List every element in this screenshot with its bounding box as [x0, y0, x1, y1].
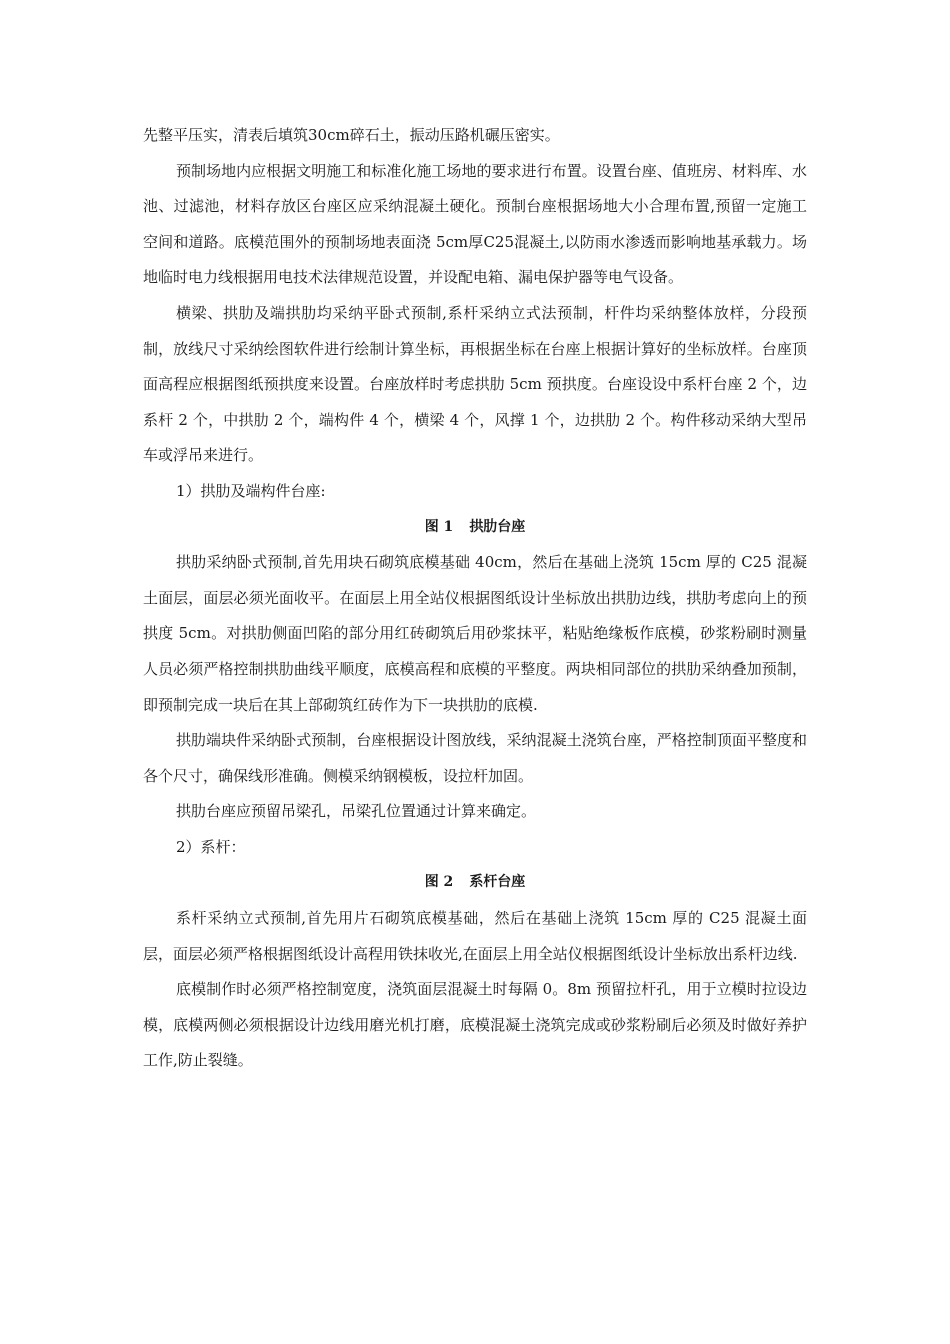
paragraph-4: 拱肋采纳卧式预制,首先用块石砌筑底模基础 40cm，然后在基础上浇筑 15cm 厚的 C25 混凝土面层，面层必须光面收平。在面层上用全站仪根据图纸设计坐标放出拱肋边线，拱肋考虑向上的预拱度 5cm。对拱肋侧面凹陷的部分用红砖砌筑后用砂浆抹平，粘贴绝缘板作底模，砂浆粉刷时测量人员必须严格控制拱肋曲线平顺度，底模高程和底模的平整度。两块相同部位的拱肋采纳叠加预制，即预制完成一块后在其上部砌筑红砖作为下一块拱肋的底模.	[143, 553, 807, 714]
section-heading-1: 1）拱肋及端构件台座:	[176, 481, 326, 500]
paragraph-7: 系杆采纳立式预制,首先用片石砌筑底模基础，然后在基础上浇筑 15cm 厚的 C25 混凝土面层，面层必须严格根据图纸设计高程用铁抹收光,在面层上用全站仪根据图纸设计坐标放出系杆边线.	[143, 909, 807, 963]
paragraph-2: 预制场地内应根据文明施工和标准化施工场地的要求进行布置。设置台座、值班房、材料库、水池、过滤池，材料存放区台座区应采纳混凝土硬化。预制台座根据场地大小合理布置,预留一定施工空间和道路。底模范围外的预制场地表面浇 5cm厚C25混凝土,以防雨水渗透而影响地基承载力。场地临时电力线根据用电技术法律规范设置，并设配电箱、漏电保护器等电气设备。	[143, 161, 807, 287]
paragraph-8: 底模制作时必须严格控制宽度，浇筑面层混凝土时每隔 0。8m 预留拉杆孔，用于立模时拉设边模，底模两侧必须根据设计边线用磨光机打磨，底模混凝土浇筑完成或砂浆粉刷后必须及时做好养护工作,防止裂缝。	[143, 980, 807, 1070]
figure-caption-2	[143, 865, 807, 901]
paragraph-5: 拱肋端块件采纳卧式预制，台座根据设计图放线，采纳混凝土浇筑台座，严格控制顶面平整度和各个尺寸，确保线形准确。侧模采纳钢模板，设拉杆加固。	[143, 731, 807, 785]
figure-caption-1	[143, 510, 807, 546]
document-body	[143, 118, 807, 1079]
paragraph-6: 拱肋台座应预留吊梁孔，吊梁孔位置通过计算来确定。	[176, 802, 537, 821]
figure-number: 图 1	[424, 518, 454, 535]
paragraph-3: 横梁、拱肋及端拱肋均采纳平卧式预制,系杆采纳立式法预制，杆件均采纳整体放样，分段预制，放线尺寸采纳绘图软件进行绘制计算坐标，再根据坐标在台座上根据计算好的坐标放样。台座顶面高程应根据图纸预拱度来设置。台座放样时考虑拱肋 5cm 预拱度。台座设设中系杆台座 2 个，边系杆 2 个，中拱肋 2 个，端构件 4 个，横梁 4 个，风撑 1 个，边拱肋 2 个。构件移动采纳大型吊车或浮吊来进行。	[143, 303, 807, 465]
paragraph-1: 先整平压实，清表后填筑30cm碎石土，振动压路机碾压密实。	[143, 126, 560, 144]
figure-title: 拱肋台座	[469, 518, 526, 535]
figure-number: 图 2	[424, 874, 454, 891]
figure-title: 系杆台座	[469, 874, 526, 891]
section-heading-2: 2）系杆：	[176, 837, 246, 856]
